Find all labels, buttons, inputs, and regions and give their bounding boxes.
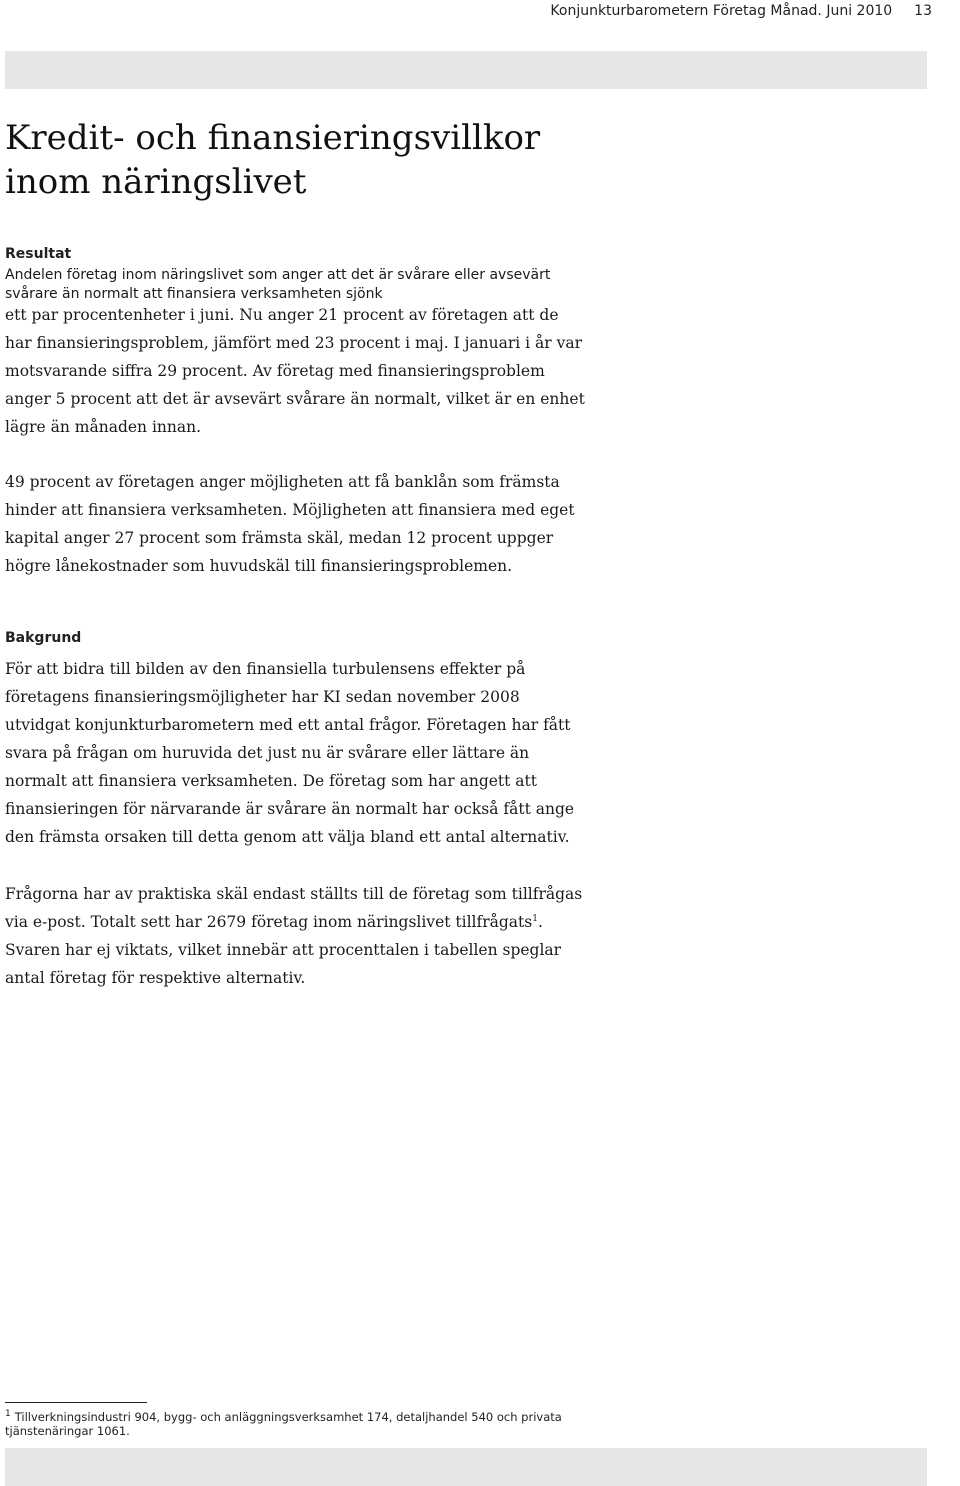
publication-title: Konjunkturbarometern Företag Månad. Juni 2010 <box>550 3 893 19</box>
footnote-reference: 1 <box>532 913 538 924</box>
footer-band <box>5 1448 927 1486</box>
resultat-heading: Resultat <box>5 246 72 262</box>
bakgrund-paragraph-1: För att bidra till bilden av den finansiella turbulensens effekter på företagens finansieringsmöjligheter har KI sedan november 2008 utvidgat konjunkturbarometern med ett antal frågor. Företagen har fått svara på frågan om huruvida det just nu är svårare eller lättare än normalt att finansiera verksamheten. De företag som har angett att finansieringen för närvarande är svårare än normalt har också fått ange den främsta orsaken till detta genom att välja bland ett antal alternativ. <box>5 660 575 846</box>
header-band <box>5 51 927 89</box>
footnote-divider <box>5 1402 147 1403</box>
main-content <box>5 116 585 992</box>
resultat-paragraph-2: 49 procent av företagen anger möjligheten att få banklån som främsta hinder att finansiera verksamheten. Möjligheten att finansiera med eget kapital anger 27 procent som främsta skäl, medan 12 procent uppger högre lånekostnader som huvudskäl till finansieringsproblemen. <box>5 473 575 575</box>
footnote-marker: 1 <box>5 1409 11 1420</box>
footnote-text: Tillverkningsindustri 904, bygg- och anläggningsverksamhet 174, detaljhandel 540 och privata tjänstenäringar 1061. <box>5 1410 562 1438</box>
bakgrund-paragraph-2 <box>5 880 585 992</box>
page-number: 13 <box>914 3 932 19</box>
page-title <box>5 116 585 204</box>
bakgrund-paragraph-2-part2: . Svaren har ej viktats, vilket innebär att procenttalen i tabellen speglar antal företag för respektive alternativ. <box>5 913 562 987</box>
page-title-line2: inom näringslivet <box>5 162 307 202</box>
running-header <box>550 3 932 19</box>
footnote <box>5 1410 565 1438</box>
page-title-line1: Kredit- och finansieringsvillkor <box>5 118 541 158</box>
bakgrund-paragraph-2-part1: Frågorna har av praktiska skäl endast ställts till de företag som tillfrågas via e-post. Totalt sett har 2679 företag inom näringslivet tillfrågats <box>5 885 583 931</box>
resultat-paragraph-1-body: ett par procentenheter i juni. Nu anger 21 procent av företagen att de har finansieringsproblem, jämfört med 23 procent i maj. I januari i år var motsvarande siffra 29 procent. Av företag med finansieringsproblem anger 5 procent att det är avsevärt svårare än normalt, vilket är en enhet lägre än månaden innan. <box>5 306 585 436</box>
bakgrund-heading: Bakgrund <box>5 630 82 646</box>
resultat-paragraph-1-lead: Andelen företag inom näringslivet som anger att det är svårare eller avsevärt svårare än normalt att finansiera verksamheten sjönk <box>5 267 551 302</box>
